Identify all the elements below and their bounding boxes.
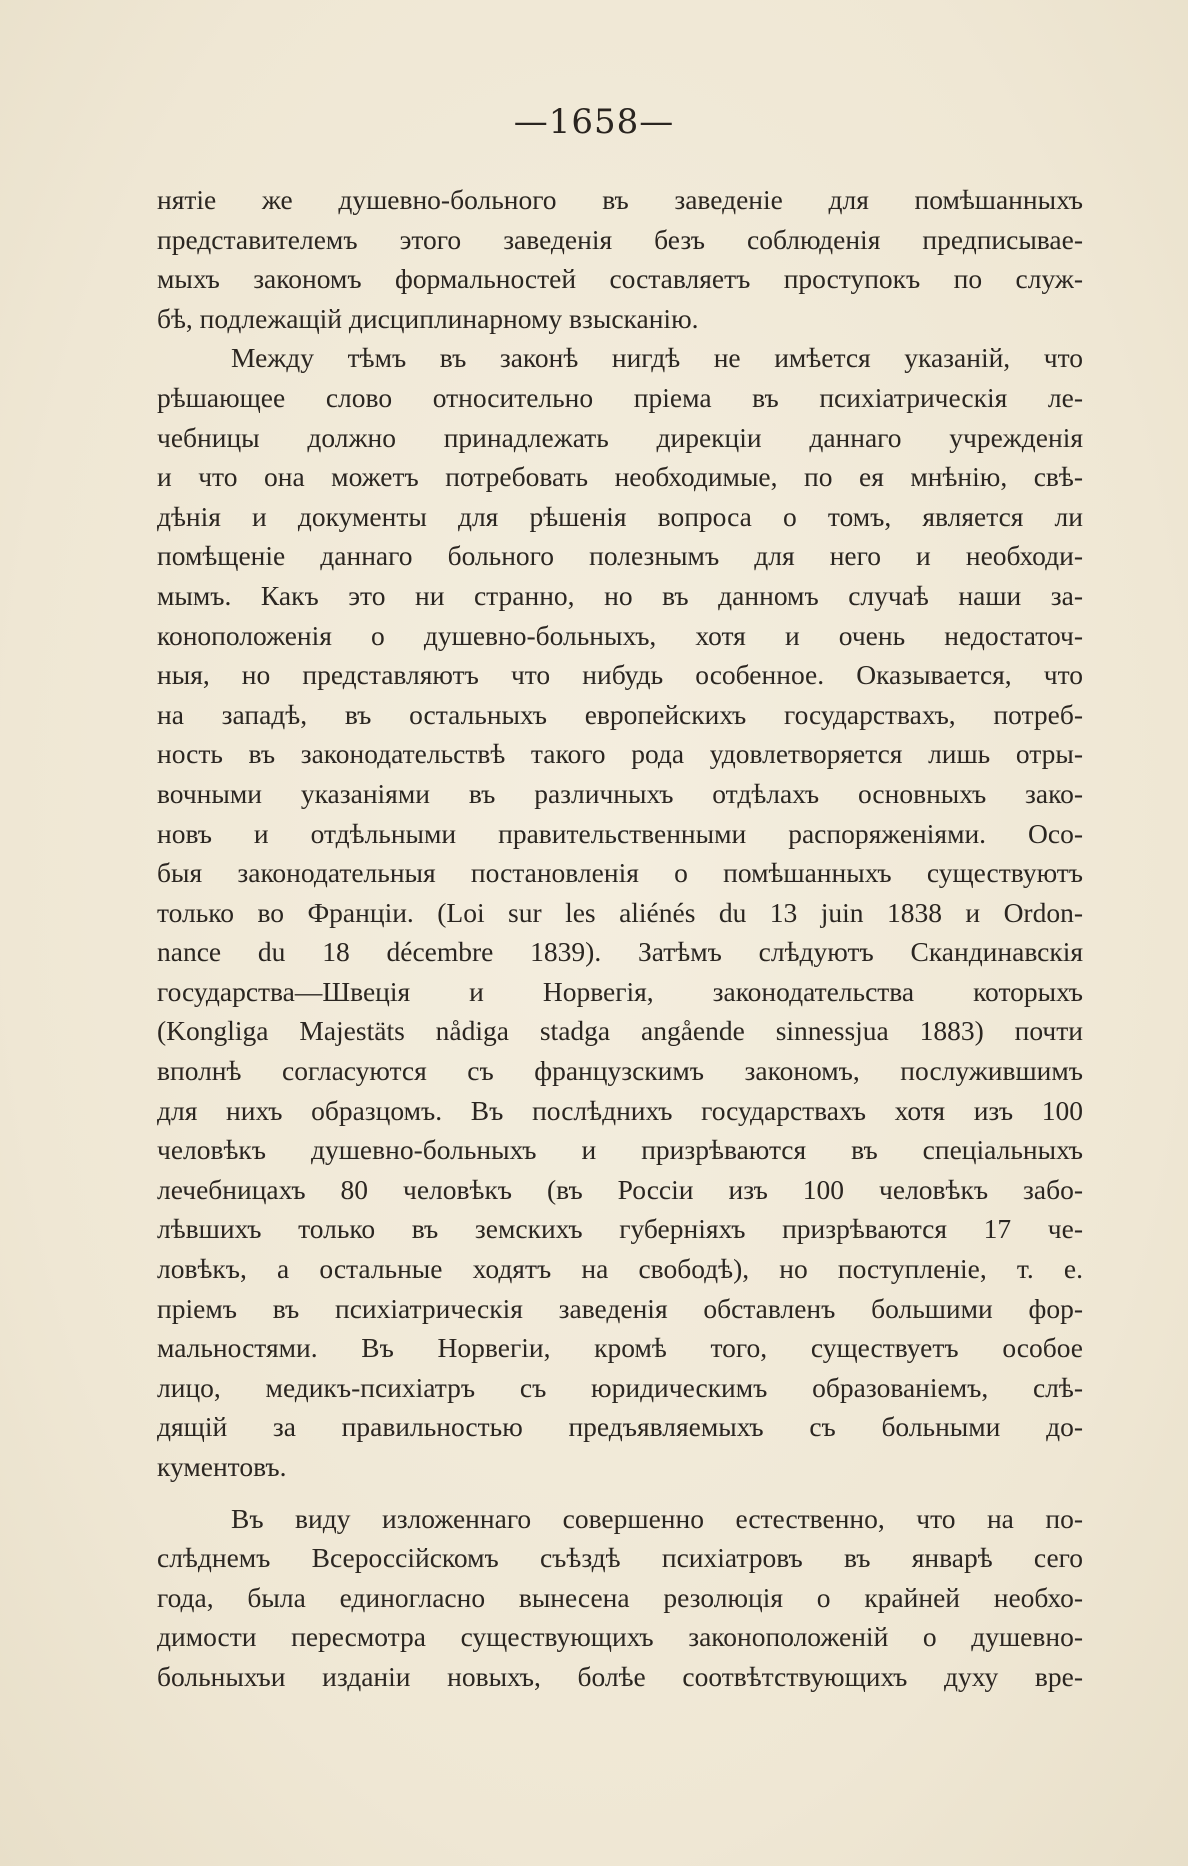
text-line: пріемъ въ психіатрическія заведенія обставленъ большими фор- [157, 1292, 1083, 1324]
text-line: дѣнія и документы для рѣшенія вопроса о томъ, является ли [157, 500, 1083, 532]
body-text [157, 180, 1083, 1697]
page-number: —1658— [513, 102, 675, 142]
text-line: вполнѣ согласуются съ французскимъ закономъ, послужившимъ [157, 1055, 1083, 1087]
text-line: nance du 18 décembre 1839). Затѣмъ слѣдуютъ Скандинавскія [157, 936, 1083, 968]
text-line: коноположенія о душевно-больныхъ, хотя и очень недостаточ- [157, 619, 1083, 651]
text-line: новъ и отдѣльными правительственными распоряженіями. Осо- [157, 817, 1083, 849]
text-line: мымъ. Какъ это ни странно, но въ данномъ случаѣ наши за- [157, 579, 1083, 611]
text-line: кументовъ. [157, 1451, 287, 1482]
text-line: государства—Швеція и Норвегія, законодательства которыхъ [157, 975, 1083, 1007]
paragraph-2 [157, 338, 1083, 1486]
text-line: для нихъ образцомъ. Въ послѣднихъ государствахъ хотя изъ 100 [157, 1094, 1083, 1126]
text-line: года, была единогласно вынесена резолюція о крайней необхо- [157, 1581, 1083, 1613]
text-line: димости пересмотра существующихъ законоположеній о душевно- [157, 1621, 1083, 1653]
text-line: лѣвшихъ только въ земскихъ губерніяхъ призрѣваются 17 че- [157, 1213, 1083, 1245]
text-line: рѣшающее слово относительно пріема въ психіатрическія ле- [157, 381, 1083, 413]
text-line: мыхъ закономъ формальностей составляетъ проступокъ по служ- [157, 263, 1083, 295]
text-line: Въ виду изложеннаго совершенно естественно, что на по- [231, 1502, 1083, 1534]
text-line: бѣ, подлежащій дисциплинарному взысканію. [157, 302, 699, 334]
text-line: ныя, но представляютъ что нибудь особенное. Оказывается, что [157, 659, 1083, 691]
text-line: лечебницахъ 80 человѣкъ (въ Россіи изъ 100 человѣкъ забо- [157, 1173, 1083, 1205]
text-line: быя законодательныя постановленія о помѣшанныхъ существуютъ [157, 857, 1083, 889]
paragraph-1 [157, 180, 1083, 338]
text-line: мальностями. Въ Норвегіи, кромѣ того, существуетъ особое [157, 1332, 1083, 1364]
text-line: помѣщеніе даннаго больного полезнымъ для него и необходи- [157, 540, 1083, 572]
paragraph-3 [157, 1499, 1083, 1697]
text-line: больныхъи изданіи новыхъ, болѣе соотвѣтствующихъ духу вре- [157, 1660, 1083, 1692]
text-line: и что она можетъ потребовать необходимые, по ея мнѣнію, свѣ- [157, 461, 1083, 493]
text-line: чебницы должно принадлежать дирекціи даннаго учрежденія [157, 421, 1083, 453]
text-line: на западѣ, въ остальныхъ европейскихъ государствахъ, потреб- [157, 698, 1083, 730]
text-line: слѣднемъ Всероссійскомъ съѣздѣ психіатровъ въ январѣ сего [157, 1542, 1083, 1574]
text-line: вочными указаніями въ различныхъ отдѣлахъ основныхъ зако- [157, 777, 1083, 809]
text-line: лицо, медикъ-психіатръ съ юридическимъ образованіемъ, слѣ- [157, 1371, 1083, 1403]
text-line: человѣкъ душевно-больныхъ и призрѣваются въ спеціальныхъ [157, 1134, 1083, 1166]
text-line: ность въ законодательствѣ такого рода удовлетворяется лишь отры- [157, 738, 1083, 770]
text-line: нятіе же душевно-больного въ заведеніе для помѣшанныхъ [157, 184, 1083, 215]
text-line: (Kongliga Majestäts nådiga stadga angående sinnessjua 1883) почти [157, 1015, 1083, 1047]
text-line: Между тѣмъ въ законѣ нигдѣ не имѣется указаній, что [231, 342, 1083, 374]
text-line: дящій за правильностью предъявляемыхъ съ больными до- [157, 1411, 1083, 1443]
paragraph-spacer [157, 1487, 1083, 1499]
text-line: только во Франціи. (Loi sur les aliénés du 13 juin 1838 и Ordon- [157, 896, 1083, 928]
text-line: представителемъ этого заведенія безъ соблюденія предписывае- [157, 223, 1083, 255]
text-line: ловѣкъ, а остальные ходятъ на свободѣ), но поступленіе, т. е. [157, 1253, 1083, 1285]
